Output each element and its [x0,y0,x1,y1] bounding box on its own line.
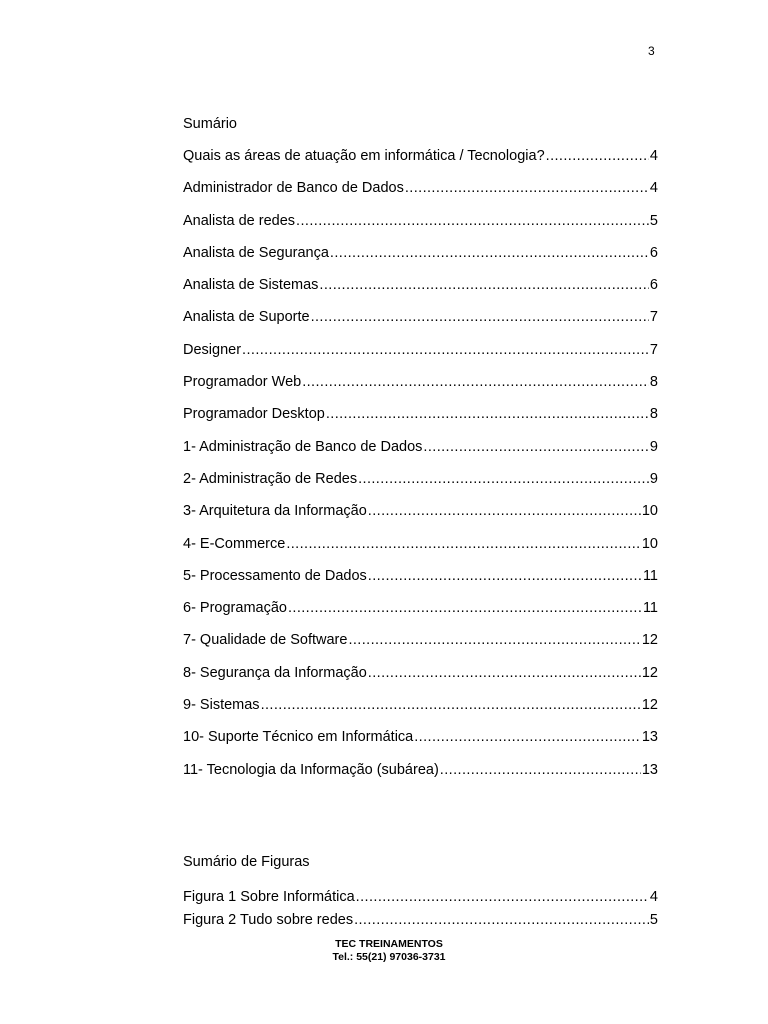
toc-dot-leader [368,502,641,520]
toc-entry[interactable] [183,244,658,276]
toc-list [183,147,658,793]
toc-entry-page: 4 [649,180,658,197]
toc-entry-page: 9 [649,438,658,455]
toc-entry-title: Analista de Sistemas [183,277,319,294]
toc-entry-page: 8 [649,406,658,423]
toc-entry-title: 10- Suporte Técnico em Informática [183,729,414,746]
toc-entry-page: 10 [641,535,658,552]
toc-dot-leader [358,470,649,488]
toc-entry-title: 1- Administração de Banco de Dados [183,438,423,455]
toc-dot-leader [354,911,649,929]
toc-dot-leader [326,405,649,423]
toc-entry-title: 3- Arquitetura da Informação [183,503,367,520]
toc-dot-leader [261,696,641,714]
toc-entry-title: 5- Processamento de Dados [183,567,367,584]
toc-dot-leader [288,599,642,617]
toc-entry-title: Analista de Segurança [183,244,329,261]
toc-entry[interactable] [183,179,658,211]
figure-entry-page: 4 [649,889,658,905]
toc-entry-title: 8- Segurança da Informação [183,664,367,681]
toc-entry-title: Analista de redes [183,212,296,229]
toc-entry[interactable] [183,761,658,793]
toc-dot-leader [368,567,642,585]
toc-entry[interactable] [183,631,658,663]
footer-company: TEC TREINAMENTOS [335,938,443,950]
toc-entry-page: 12 [641,632,658,649]
toc-dot-leader [242,341,649,359]
toc-dot-leader [546,147,649,165]
toc-dot-leader [286,535,641,553]
toc-entry-title: Programador Web [183,374,302,391]
toc-entry[interactable] [183,276,658,308]
toc-entry[interactable] [183,341,658,373]
figures-list [183,888,658,934]
toc-entry[interactable] [183,535,658,567]
toc-entry-page: 12 [641,697,658,714]
toc-entry-title: 2- Administração de Redes [183,470,358,487]
toc-dot-leader [405,179,649,197]
toc-entry-page: 9 [649,470,658,487]
toc-entry-title: 6- Programação [183,600,287,617]
toc-entry-page: 4 [649,148,658,164]
toc-entry-page: 10 [641,503,658,520]
toc-entry-page: 6 [649,277,658,294]
figure-entry[interactable] [183,911,658,934]
page-footer [0,938,768,964]
toc-entry-title: 7- Qualidade de Software [183,632,348,649]
toc-entry-page: 8 [649,374,658,391]
toc-dot-leader [311,308,649,326]
toc-entry-page: 11 [642,600,658,617]
toc-entry-page: 7 [649,341,658,358]
toc-dot-leader [414,728,641,746]
toc-entry-title: Analista de Suporte [183,309,310,326]
toc-entry-page: 11 [642,567,658,584]
figure-entry-title: Figura 1 Sobre Informática [183,889,355,905]
toc-entry[interactable] [183,567,658,599]
toc-entry-title: Quais as áreas de atuação em informática / Tecnologia? [183,148,545,164]
toc-dot-leader [356,888,649,906]
toc-entry[interactable] [183,696,658,728]
footer-phone: Tel.: 55(21) 97036-3731 [332,951,446,963]
toc-entry-page: 12 [641,664,658,681]
page-number: 3 [648,44,655,58]
toc-dot-leader [440,761,641,779]
toc-dot-leader [302,373,649,391]
toc-entry[interactable] [183,373,658,405]
toc-entry[interactable] [183,212,658,244]
toc-dot-leader [348,631,640,649]
toc-dot-leader [423,438,649,456]
toc-entry-page: 13 [641,729,658,746]
figure-entry-page: 5 [649,912,658,928]
toc-entry-page: 7 [649,309,658,326]
toc-entry-page: 13 [641,761,658,778]
toc-entry[interactable] [183,599,658,631]
toc-entry[interactable] [183,502,658,534]
toc-entry-title: 4- E-Commerce [183,535,286,552]
toc-heading: Sumário [183,116,237,132]
toc-entry-title: Programador Desktop [183,406,325,423]
toc-dot-leader [330,244,649,262]
toc-dot-leader [368,664,641,682]
toc-entry[interactable] [183,728,658,760]
toc-entry-title: 9- Sistemas [183,697,260,714]
toc-entry[interactable] [183,147,658,179]
toc-entry[interactable] [183,664,658,696]
toc-entry-title: Administrador de Banco de Dados [183,180,404,197]
toc-entry[interactable] [183,438,658,470]
toc-entry[interactable] [183,470,658,502]
figure-entry-title: Figura 2 Tudo sobre redes [183,912,354,928]
toc-entry[interactable] [183,405,658,437]
toc-dot-leader [319,276,649,294]
toc-entry-title: Designer [183,341,242,358]
toc-entry-title: 11- Tecnologia da Informação (subárea) [183,761,439,778]
toc-entry-page: 6 [649,244,658,261]
toc-dot-leader [296,212,649,230]
toc-entry-page: 5 [649,212,658,229]
toc-entry[interactable] [183,308,658,340]
figure-entry[interactable] [183,888,658,911]
figures-heading: Sumário de Figuras [183,854,310,870]
